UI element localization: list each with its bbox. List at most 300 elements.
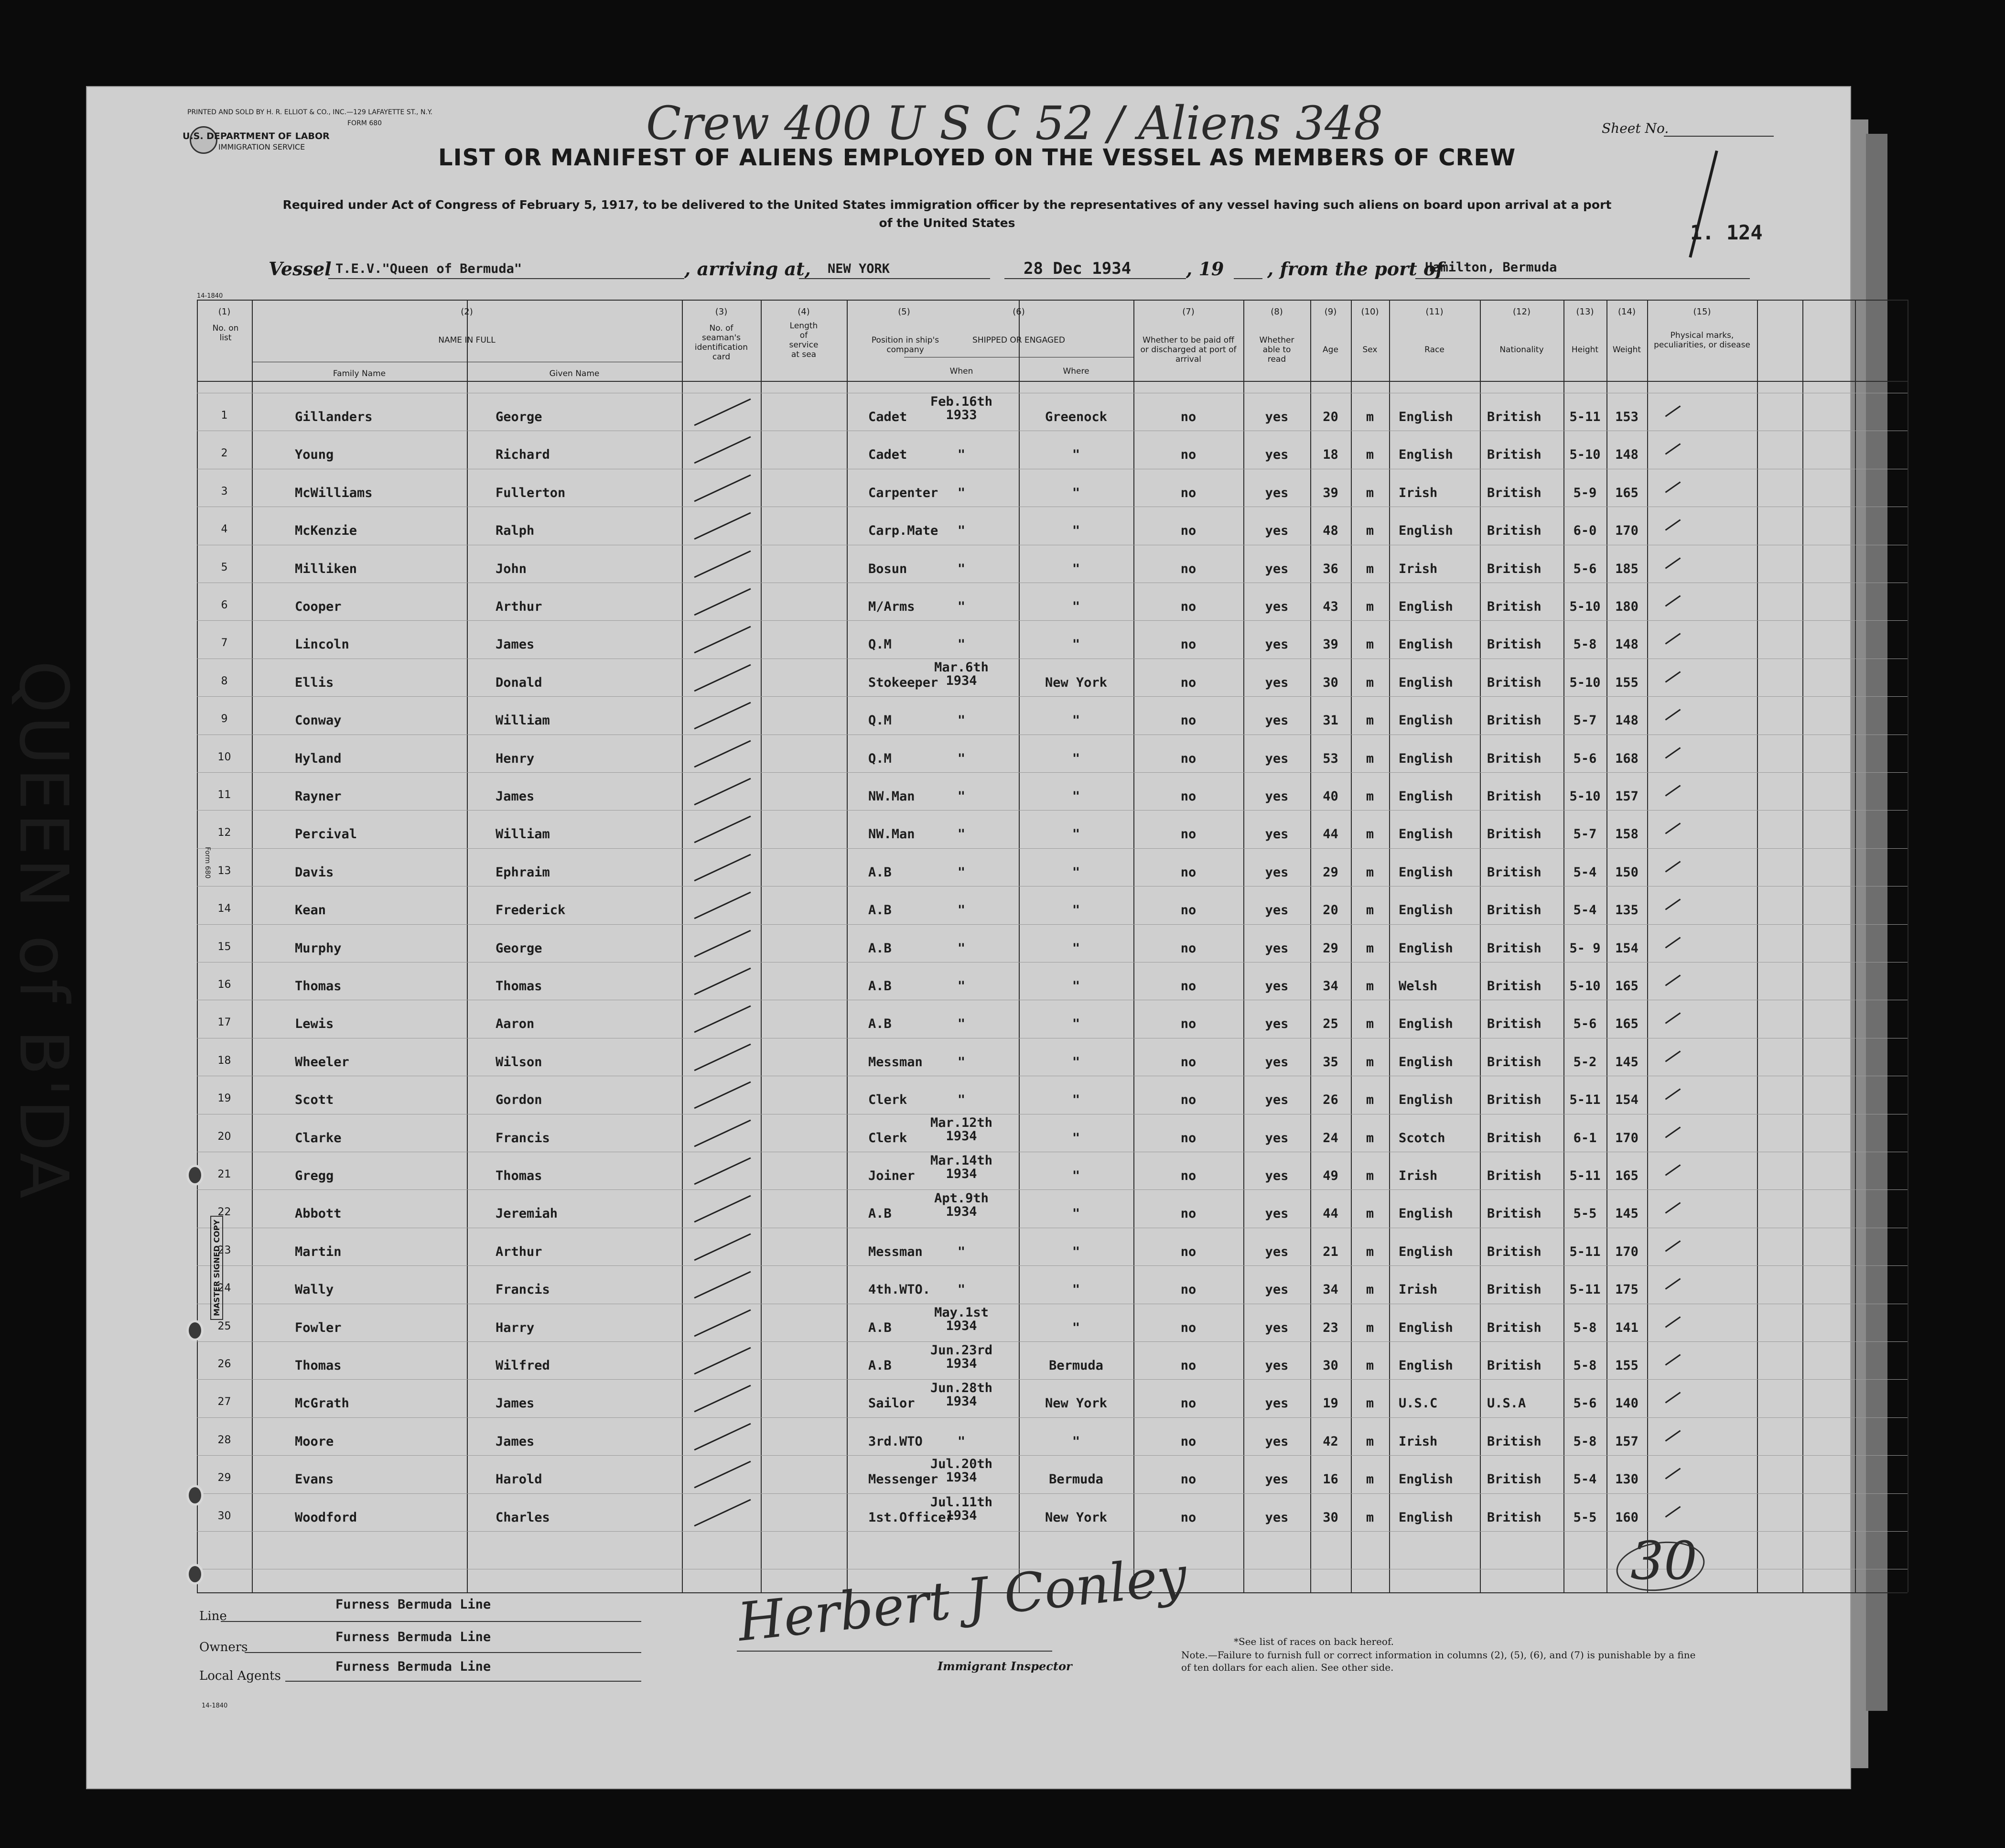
cell-sex: m <box>1366 1434 1374 1449</box>
cell-read: yes <box>1265 447 1289 463</box>
cell-height: 5-11 <box>1569 1168 1601 1183</box>
cell-family: Lewis <box>295 1016 334 1032</box>
cell-nationality: British <box>1487 447 1541 463</box>
cell-given: Frederick <box>496 903 566 918</box>
physical-marks-tick <box>1665 747 1681 758</box>
cell-when: " <box>957 523 966 539</box>
cell-nationality: British <box>1487 561 1541 576</box>
cell-no: 28 <box>217 1434 231 1446</box>
cell-family: Young <box>295 447 334 463</box>
cell-nationality: British <box>1487 1054 1541 1070</box>
column-rule <box>1647 300 1648 1592</box>
cell-when: " <box>957 637 966 652</box>
cell-paid: no <box>1180 713 1197 728</box>
cell-nationality: British <box>1487 751 1541 766</box>
cell-when: " <box>957 485 966 500</box>
cell-given: Aaron <box>496 1016 535 1032</box>
cell-no: 17 <box>217 1016 231 1029</box>
cell-race: English <box>1399 675 1453 690</box>
cell-no: 18 <box>217 1054 231 1067</box>
col-head-8: Whether able to read <box>1259 335 1294 364</box>
col-head-10: Sex <box>1362 345 1378 355</box>
row-rule <box>197 1341 1908 1342</box>
cell-family: Fowler <box>295 1320 342 1335</box>
cell-given: Henry <box>496 751 535 766</box>
cell-no: 30 <box>217 1510 231 1522</box>
cell-weight: 154 <box>1615 940 1638 956</box>
cell-sex: m <box>1366 1282 1374 1297</box>
cell-family: Conway <box>295 713 342 728</box>
cell-paid: no <box>1180 675 1197 690</box>
col-head-1: No. on list <box>212 324 239 343</box>
cell-sex: m <box>1366 827 1374 842</box>
cell-given: Charles <box>496 1510 550 1525</box>
sheet-no-label: Sheet No. <box>1602 120 1669 136</box>
cell-when: " <box>957 903 966 918</box>
row-rule <box>197 620 1908 621</box>
cell-read: yes <box>1265 1510 1289 1525</box>
cell-height: 6-1 <box>1573 1130 1597 1146</box>
id-card-check-mark <box>694 854 751 881</box>
id-card-check-mark <box>694 1043 751 1071</box>
cell-sex: m <box>1366 523 1374 539</box>
cell-given: Arthur <box>496 599 542 614</box>
owners-label: Owners <box>199 1640 248 1654</box>
cell-height: 5-5 <box>1573 1206 1597 1221</box>
cell-when: " <box>957 865 966 880</box>
cell-where: " <box>1072 447 1080 463</box>
col-num-14: (14) <box>1618 307 1636 317</box>
cell-read: yes <box>1265 713 1289 728</box>
cell-age: 35 <box>1323 1054 1338 1070</box>
cell-age: 53 <box>1323 751 1338 766</box>
cell-race: U.S.C <box>1399 1396 1438 1411</box>
cell-read: yes <box>1265 410 1289 424</box>
cell-age: 31 <box>1323 713 1338 728</box>
cell-sex: m <box>1366 447 1374 463</box>
cell-age: 29 <box>1323 940 1338 956</box>
cell-where: " <box>1072 940 1080 956</box>
cell-age: 20 <box>1323 903 1338 918</box>
cell-height: 5-10 <box>1569 599 1601 614</box>
row-rule <box>197 924 1908 925</box>
cell-sex: m <box>1366 751 1374 766</box>
cell-height: 5- 9 <box>1569 940 1601 956</box>
cell-nationality: British <box>1487 1130 1541 1146</box>
cell-paid: no <box>1180 1434 1197 1449</box>
col-head-9: Age <box>1323 345 1338 355</box>
cell-read: yes <box>1265 1244 1289 1259</box>
cell-race: English <box>1399 1510 1453 1525</box>
cell-given: Wilson <box>496 1054 542 1070</box>
binder-hole <box>186 1485 204 1506</box>
cell-height: 5-10 <box>1569 675 1601 690</box>
cell-where: " <box>1072 1092 1080 1108</box>
cell-family: Ellis <box>295 675 334 690</box>
physical-marks-tick <box>1665 1430 1681 1441</box>
cell-read: yes <box>1265 599 1289 614</box>
cell-position: Carp.Mate <box>868 523 938 539</box>
agents-label: Local Agents <box>199 1669 281 1683</box>
id-card-check-mark <box>694 474 751 502</box>
printer-line: PRINTED AND SOLD BY H. R. ELLIOT & CO., INC.—129 LAFAYETTE ST., N.Y. <box>187 108 433 116</box>
cell-paid: no <box>1180 599 1197 614</box>
cell-family: McWilliams <box>295 485 373 500</box>
cell-nationality: British <box>1487 865 1541 880</box>
col-num-2: (2) <box>461 307 473 317</box>
cell-sex: m <box>1366 599 1374 614</box>
cell-nationality: British <box>1487 1016 1541 1032</box>
cell-family: McGrath <box>295 1396 349 1411</box>
cell-where: " <box>1072 789 1080 804</box>
col-num-11: (11) <box>1425 307 1444 317</box>
cell-position: A.B <box>868 1206 892 1221</box>
cell-age: 48 <box>1323 523 1338 539</box>
column-rule <box>1802 300 1803 1592</box>
id-card-check-mark <box>694 1005 751 1033</box>
id-card-check-mark <box>694 702 751 730</box>
printer-form: FORM 680 <box>347 119 382 127</box>
margin-master-stamp: MASTER SIGNED COPY <box>210 1216 223 1320</box>
col-num-8: (8) <box>1271 307 1283 317</box>
cell-age: 40 <box>1323 789 1338 804</box>
cell-paid: no <box>1180 979 1197 994</box>
cell-when: Mar.6th 1934 <box>934 659 989 688</box>
cell-where: Bermuda <box>1049 1472 1103 1487</box>
physical-marks-tick <box>1665 1316 1681 1328</box>
cell-where: New York <box>1045 675 1108 690</box>
cell-given: Harry <box>496 1320 535 1335</box>
cell-weight: 150 <box>1615 865 1638 880</box>
cell-weight: 170 <box>1615 1244 1638 1259</box>
physical-marks-tick <box>1665 1506 1681 1517</box>
cell-position: NW.Man <box>868 827 915 842</box>
cell-position: A.B <box>868 979 892 994</box>
cell-family: Gregg <box>295 1168 334 1183</box>
id-card-check-mark <box>694 1157 751 1185</box>
cell-paid: no <box>1180 561 1197 576</box>
cell-sex: m <box>1366 1016 1374 1032</box>
cell-height: 5-8 <box>1573 1434 1597 1449</box>
manifest-sheet <box>4 86 1851 1789</box>
physical-marks-tick <box>1665 1050 1681 1062</box>
cell-where: " <box>1072 713 1080 728</box>
column-rule <box>252 300 253 1592</box>
row-rule <box>197 1379 1908 1380</box>
id-card-check-mark <box>694 436 751 464</box>
cell-paid: no <box>1180 1168 1197 1183</box>
races-note: *See list of races on back hereof. <box>1234 1636 1394 1647</box>
cell-height: 5-10 <box>1569 447 1601 463</box>
cell-read: yes <box>1265 1016 1289 1032</box>
cell-nationality: British <box>1487 485 1541 500</box>
cell-height: 5-11 <box>1569 1092 1601 1108</box>
id-card-check-mark <box>694 892 751 919</box>
cell-family: Davis <box>295 865 334 880</box>
cell-read: yes <box>1265 789 1289 804</box>
form-code-top: 14-1840 <box>197 292 223 300</box>
cell-weight: 185 <box>1615 561 1638 576</box>
cell-read: yes <box>1265 1320 1289 1335</box>
back-page-edge-2 <box>1866 134 1887 1711</box>
cell-when: " <box>957 1434 966 1449</box>
cell-height: 5-8 <box>1573 1358 1597 1373</box>
col-num-12: (12) <box>1513 307 1531 317</box>
cell-race: English <box>1399 865 1453 880</box>
cell-sex: m <box>1366 1510 1374 1525</box>
row-rule <box>197 1417 1908 1418</box>
cell-given: William <box>496 827 550 842</box>
col-head-12: Nationality <box>1499 345 1544 355</box>
cell-family: Wally <box>295 1282 334 1297</box>
cell-where: " <box>1072 1054 1080 1070</box>
cell-weight: 135 <box>1615 903 1638 918</box>
cell-paid: no <box>1180 1396 1197 1411</box>
id-card-check-mark <box>694 778 751 806</box>
physical-marks-tick <box>1665 671 1681 682</box>
physical-marks-tick <box>1665 823 1681 834</box>
cell-sex: m <box>1366 1206 1374 1221</box>
col-head-6-where: Where <box>1063 367 1089 376</box>
cell-where: " <box>1072 827 1080 842</box>
cell-height: 5-4 <box>1573 865 1597 880</box>
cell-paid: no <box>1180 1472 1197 1487</box>
cell-given: Wilfred <box>496 1358 550 1373</box>
cell-sex: m <box>1366 675 1374 690</box>
cell-age: 19 <box>1323 1396 1338 1411</box>
cell-where: " <box>1072 979 1080 994</box>
cell-sex: m <box>1366 1244 1374 1259</box>
cell-paid: no <box>1180 637 1197 652</box>
cell-nationality: British <box>1487 903 1541 918</box>
cell-sex: m <box>1366 1320 1374 1335</box>
col-head-4: Length of service at sea <box>789 321 819 359</box>
cell-when: Mar.12th 1934 <box>930 1115 993 1144</box>
cell-where: " <box>1072 561 1080 576</box>
cell-position: A.B <box>868 1016 892 1032</box>
col-num-3: (3) <box>715 307 728 317</box>
cell-race: Irish <box>1399 1168 1438 1183</box>
cell-race: English <box>1399 1016 1453 1032</box>
cell-race: English <box>1399 827 1453 842</box>
cell-sex: m <box>1366 903 1374 918</box>
physical-marks-tick <box>1665 633 1681 645</box>
cell-read: yes <box>1265 675 1289 690</box>
cell-family: Clarke <box>295 1130 342 1146</box>
cell-sex: m <box>1366 637 1374 652</box>
owners-value: Furness Bermuda Line <box>335 1630 491 1644</box>
cell-nationality: British <box>1487 1092 1541 1108</box>
arriving-label: , arriving at, <box>684 258 811 280</box>
cell-when: Jul.11th 1934 <box>930 1494 993 1523</box>
cell-nationality: British <box>1487 1206 1541 1221</box>
cell-weight: 154 <box>1615 1092 1638 1108</box>
col-head-14: Weight <box>1612 345 1641 355</box>
cell-family: Kean <box>295 903 326 918</box>
cell-sex: m <box>1366 485 1374 500</box>
cell-family: Thomas <box>295 979 342 994</box>
physical-marks-tick <box>1665 1126 1681 1138</box>
cell-where: New York <box>1045 1396 1108 1411</box>
cell-age: 20 <box>1323 410 1338 424</box>
cell-weight: 180 <box>1615 599 1638 614</box>
cell-position: Stokeeper <box>868 675 938 690</box>
cell-read: yes <box>1265 1472 1289 1487</box>
cell-no: 9 <box>221 713 228 725</box>
col-num-5: (5) <box>898 307 910 317</box>
physical-marks-tick <box>1665 1392 1681 1404</box>
cell-height: 5-7 <box>1573 713 1597 728</box>
year-label: , 19 <box>1186 258 1224 280</box>
physical-marks-tick <box>1665 1354 1681 1365</box>
agents-underline <box>285 1681 641 1682</box>
cell-weight: 175 <box>1615 1282 1638 1297</box>
physical-marks-tick <box>1665 519 1681 531</box>
cell-position: Bosun <box>868 561 907 576</box>
id-card-check-mark <box>694 1385 751 1413</box>
cell-paid: no <box>1180 865 1197 880</box>
cell-nationality: British <box>1487 940 1541 956</box>
cell-height: 5-5 <box>1573 1510 1597 1525</box>
cell-age: 44 <box>1323 827 1338 842</box>
cell-age: 42 <box>1323 1434 1338 1449</box>
table-header-rule <box>197 381 1908 382</box>
cell-height: 6-0 <box>1573 523 1597 539</box>
cell-weight: 148 <box>1615 713 1638 728</box>
cell-race: English <box>1399 1244 1453 1259</box>
cell-race: English <box>1399 1472 1453 1487</box>
cell-sex: m <box>1366 713 1374 728</box>
id-card-check-mark <box>694 929 751 957</box>
cell-family: Martin <box>295 1244 342 1259</box>
cell-age: 34 <box>1323 979 1338 994</box>
cell-no: 1 <box>221 410 228 421</box>
cell-where: " <box>1072 1168 1080 1183</box>
cell-position: Sailor <box>868 1396 915 1411</box>
id-card-check-mark <box>694 1347 751 1375</box>
cell-weight: 153 <box>1615 410 1638 424</box>
cell-no: 3 <box>221 485 228 497</box>
cell-given: James <box>496 1434 535 1449</box>
cell-no: 13 <box>217 865 231 877</box>
margin-form-label: Form 680 <box>204 847 211 879</box>
cell-age: 30 <box>1323 1510 1338 1525</box>
col-head-11: Race <box>1424 345 1444 355</box>
cell-when: " <box>957 979 966 994</box>
cell-sex: m <box>1366 789 1374 804</box>
cell-read: yes <box>1265 1054 1289 1070</box>
cell-when: " <box>957 713 966 728</box>
cell-weight: 170 <box>1615 523 1638 539</box>
cell-sex: m <box>1366 1054 1374 1070</box>
cell-when: Jun.23rd 1934 <box>930 1343 993 1371</box>
cell-race: English <box>1399 1206 1453 1221</box>
cell-race: English <box>1399 523 1453 539</box>
physical-marks-tick <box>1665 1164 1681 1176</box>
col-head-15: Physical marks, peculiarities, or disease <box>1654 331 1750 350</box>
table-top-rule <box>197 300 1908 301</box>
cell-when: " <box>957 561 966 576</box>
cell-nationality: British <box>1487 1472 1541 1487</box>
physical-marks-tick <box>1665 937 1681 948</box>
cell-age: 49 <box>1323 1168 1338 1183</box>
penalty-note: Note.—Failure to furnish full or correct information in columns (2), (5), (6), and (7) is punishable by a fine of ten dollars for each alien. See other side. <box>1181 1649 1696 1673</box>
cell-height: 5-8 <box>1573 637 1597 652</box>
id-card-check-mark <box>694 588 751 616</box>
cell-sex: m <box>1366 865 1374 880</box>
cell-given: Jeremiah <box>496 1206 558 1221</box>
cell-where: " <box>1072 485 1080 500</box>
cell-position: NW.Man <box>868 789 915 804</box>
cell-race: English <box>1399 1320 1453 1335</box>
cell-read: yes <box>1265 827 1289 842</box>
cell-read: yes <box>1265 1282 1289 1297</box>
cell-where: " <box>1072 751 1080 766</box>
cell-height: 5-11 <box>1569 410 1601 424</box>
department-service: IMMIGRATION SERVICE <box>218 142 305 151</box>
cell-family: Murphy <box>295 940 342 956</box>
line-label: Line <box>199 1609 227 1623</box>
cell-age: 36 <box>1323 561 1338 576</box>
row-rule <box>197 1189 1908 1190</box>
cell-nationality: British <box>1487 637 1541 652</box>
cell-weight: 145 <box>1615 1054 1638 1070</box>
id-card-check-mark <box>694 1271 751 1299</box>
cell-position: Messman <box>868 1054 923 1070</box>
cell-given: Harold <box>496 1472 542 1487</box>
cell-position: Messenger <box>868 1472 938 1487</box>
cell-height: 5-6 <box>1573 751 1597 766</box>
cell-position: Q.M <box>868 713 892 728</box>
cell-when: " <box>957 789 966 804</box>
cell-weight: 165 <box>1615 979 1638 994</box>
cell-race: English <box>1399 447 1453 463</box>
cell-no: 26 <box>217 1358 231 1370</box>
cell-no: 12 <box>217 827 231 839</box>
cell-weight: 141 <box>1615 1320 1638 1335</box>
cell-race: Irish <box>1399 1434 1438 1449</box>
cell-family: Abbott <box>295 1206 342 1221</box>
physical-marks-tick <box>1665 1202 1681 1214</box>
cell-where: " <box>1072 1016 1080 1032</box>
cell-family: Scott <box>295 1092 334 1108</box>
cell-weight: 155 <box>1615 675 1638 690</box>
id-card-check-mark <box>694 664 751 692</box>
line-underline <box>221 1621 641 1622</box>
cell-race: English <box>1399 1054 1453 1070</box>
cell-where: " <box>1072 1282 1080 1297</box>
cell-race: English <box>1399 410 1453 424</box>
col-head-2: NAME IN FULL <box>438 335 496 345</box>
physical-marks-tick <box>1665 557 1681 569</box>
cell-given: Gordon <box>496 1092 542 1108</box>
cell-family: Gillanders <box>295 410 373 424</box>
col-num-10: (10) <box>1361 307 1379 317</box>
id-card-check-mark <box>694 816 751 843</box>
cell-no: 29 <box>217 1472 231 1484</box>
cell-when: " <box>957 1054 966 1070</box>
vessel-label: Vessel <box>269 258 332 280</box>
cell-no: 2 <box>221 447 228 460</box>
cell-weight: 170 <box>1615 1130 1638 1146</box>
cell-position: 1st.Officer <box>868 1510 954 1525</box>
cell-age: 39 <box>1323 485 1338 500</box>
manifest-title: LIST OR MANIFEST OF ALIENS EMPLOYED ON THE VESSEL AS MEMBERS OF CREW <box>438 144 1516 171</box>
cell-no: 11 <box>217 789 231 801</box>
cell-age: 30 <box>1323 1358 1338 1373</box>
cell-given: Richard <box>496 447 550 463</box>
cell-read: yes <box>1265 940 1289 956</box>
